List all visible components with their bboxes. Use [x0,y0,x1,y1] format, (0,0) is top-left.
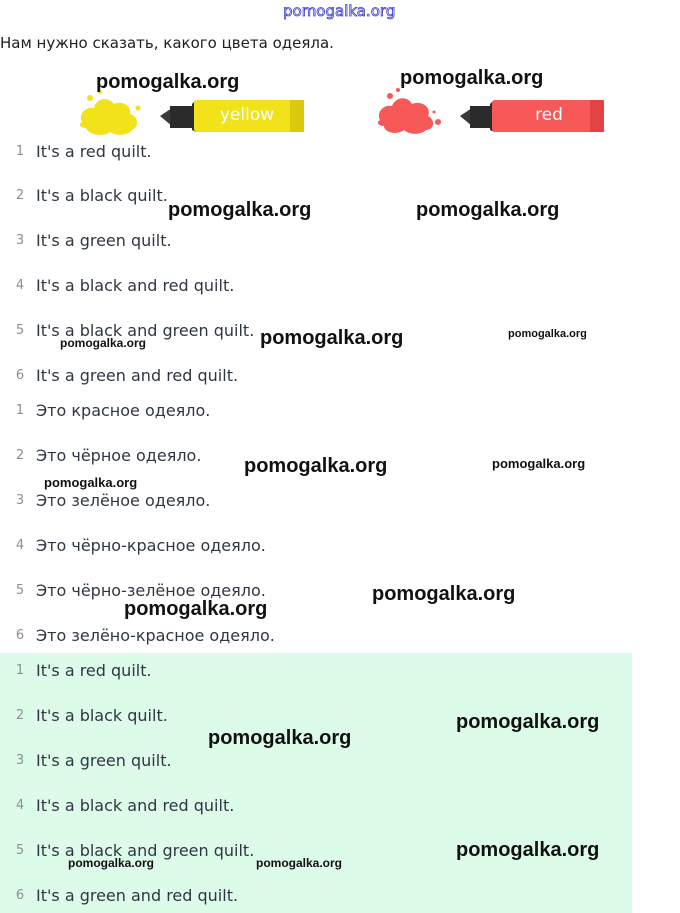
answer-block [0,653,632,913]
item-number: 2 [15,188,25,203]
item-text: Это чёрно-зелёное одеяло. [36,581,266,600]
item-text: It's a red quilt. [36,661,152,680]
item-number: 6 [15,368,25,383]
item-text: It's a black and red quilt. [36,276,235,295]
item-number: 3 [15,233,25,248]
item-number: 6 [15,888,25,903]
list-item [0,137,632,167]
item-number: 5 [15,843,25,858]
item-number: 2 [15,448,25,463]
list-item [0,621,632,651]
item-number: 1 [15,403,25,418]
watermark: pomogalka.org [124,598,268,620]
site-logo[interactable]: pomogalka.org [283,2,396,20]
item-text: It's a black and green quilt. [36,321,255,340]
item-text: Это зелёно-красное одеяло. [36,626,275,645]
item-number: 4 [15,538,25,553]
item-number: 3 [15,753,25,768]
item-text: Это зелёное одеяло. [36,491,211,510]
item-number: 1 [15,663,25,678]
item-number: 5 [15,323,25,338]
item-number: 5 [15,583,25,598]
item-number: 4 [15,798,25,813]
item-number: 1 [15,144,25,159]
watermark: pomogalka.org [492,456,586,471]
item-text: It's a green quilt. [36,231,172,250]
list-item [0,226,632,256]
task-text: Нам нужно сказать, какого цвета одеяла. [0,34,334,52]
list-item [0,486,632,516]
item-number: 6 [15,628,25,643]
watermark: pomogalka.org [68,856,155,870]
item-number: 4 [15,278,25,293]
watermark: pomogalka.org [260,327,404,349]
watermark: pomogalka.org [168,199,312,221]
item-text: It's a green quilt. [36,751,172,770]
watermark: pomogalka.org [96,71,240,93]
red-marker [374,86,610,138]
list-item [0,361,632,391]
watermark: pomogalka.org [416,199,560,221]
item-text: It's a green and red quilt. [36,366,239,385]
item-text: It's a black and red quilt. [36,796,235,815]
item-text: It's a green and red quilt. [36,886,239,905]
list-item [0,271,632,301]
list-item [0,396,632,426]
item-text: Это чёрное одеяло. [36,446,202,465]
item-text: It's a black and green quilt. [36,841,255,860]
item-text: Это чёрно-красное одеяло. [36,536,266,555]
item-text: It's a black quilt. [36,706,168,725]
watermark: pomogalka.org [256,856,343,870]
answer-item [0,791,632,821]
watermark: pomogalka.org [208,727,352,749]
item-text: It's a red quilt. [36,142,152,161]
item-number: 2 [15,708,25,723]
red-marker-label: red [535,105,563,125]
item-number: 3 [15,493,25,508]
answer-item [0,746,632,776]
watermark: pomogalka.org [372,583,516,605]
list-item [0,576,632,606]
watermark: pomogalka.org [508,328,587,340]
answer-item [0,656,632,686]
item-text: It's a black quilt. [36,186,168,205]
watermark: pomogalka.org [456,839,600,861]
yellow-marker-label: yellow [219,105,275,125]
watermark: pomogalka.org [244,455,388,477]
item-text: Это красное одеяло. [36,401,211,420]
watermark: pomogalka.org [60,336,147,350]
answer-item [0,881,632,911]
list-item [0,531,632,561]
watermark: pomogalka.org [44,475,138,490]
watermark: pomogalka.org [400,67,544,89]
watermark: pomogalka.org [456,711,600,733]
